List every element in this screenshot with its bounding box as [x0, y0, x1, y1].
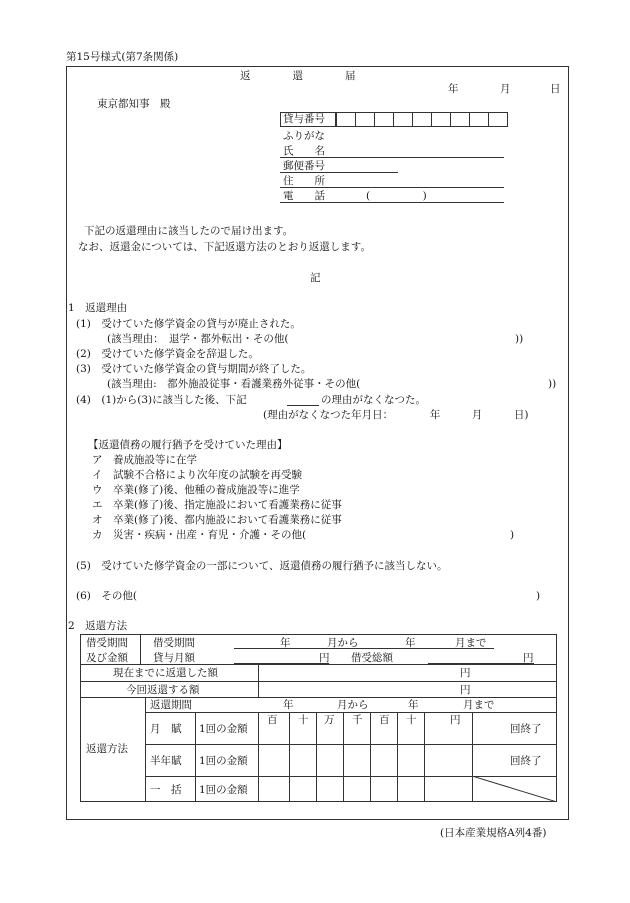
phone-line[interactable] — [280, 202, 504, 203]
monthly-amount-label: 貸与月額 — [153, 652, 195, 664]
reason-4-a: (4) (1)から(3)に該当した後、下記 — [76, 394, 247, 406]
postal-line[interactable] — [280, 172, 398, 173]
loan-to-month: 月まで — [455, 637, 487, 649]
reason-2: (2) 受けていた修学資金を辞退した。 — [76, 348, 259, 360]
digit-thousand: 千 — [352, 714, 363, 726]
reason-6-close: ) — [536, 590, 541, 602]
loan-number-label: 貸与番号 — [283, 113, 325, 125]
grace-e: エ 卒業(修了)後、指定施設において看護業務に従事 — [92, 499, 342, 511]
semiannual-label: 半年賦 — [150, 755, 182, 767]
lump-label: 一 括 — [150, 784, 182, 796]
footer-standard: (日本産業規格A列4番) — [440, 827, 547, 839]
returned-so-far-yen: 円 — [460, 667, 471, 679]
furigana-label: ふりがな — [283, 130, 325, 142]
monthly-amount-line[interactable] — [234, 663, 329, 664]
loan-from-month: 月から — [327, 637, 359, 649]
repay-from-year: 年 — [283, 699, 294, 711]
date-year-label: 年 — [448, 83, 459, 95]
reason-1: (1) 受けていた修学資金の貸与が廃止された。 — [76, 318, 301, 330]
reason-4-detail: (理由がなくなつた年月日： 年 月 日) — [263, 409, 529, 421]
reason-6: (6) その他( — [76, 590, 137, 602]
this-time-yen: 円 — [460, 684, 471, 696]
date-day-label: 日 — [550, 83, 561, 95]
postal-label: 郵便番号 — [283, 160, 325, 172]
total-amount-label: 借受総額 — [351, 652, 393, 664]
grace-a: ア 養成施設等に在学 — [92, 454, 197, 466]
loan-number-boxes[interactable] — [336, 112, 508, 127]
grace-u: ウ 卒業(修了)後、他種の養成施設等に進学 — [92, 484, 300, 496]
loan-to-year: 年 — [405, 637, 416, 649]
loan-from-year: 年 — [280, 637, 291, 649]
digit-ten-man: 十 — [298, 714, 309, 726]
reason-3: (3) 受けていた修学資金の貸与期間が終了した。 — [76, 363, 312, 375]
reason-3-close: )) — [548, 378, 557, 390]
semiannual-end: 回終了 — [510, 755, 542, 767]
date-month-label: 月 — [500, 83, 511, 95]
address-line[interactable] — [280, 187, 504, 188]
returned-so-far-label: 現在までに返還した額 — [113, 667, 218, 679]
loan-period-line[interactable] — [234, 648, 494, 649]
grace-i: イ 試験不合格により次年度の試験を再受験 — [92, 469, 302, 481]
repay-to-year: 年 — [408, 699, 419, 711]
loan-period-amount-label-2: 及び金額 — [86, 652, 128, 664]
digit-yen: 円 — [450, 714, 461, 726]
phone-paren: ( ) — [366, 190, 427, 202]
name-label: 氏 名 — [283, 145, 325, 157]
form-number: 第15号様式(第7条関係) — [66, 51, 179, 63]
total-amount-yen: 円 — [523, 652, 534, 664]
digit-ten: 十 — [406, 714, 417, 726]
monthly-end: 回終了 — [510, 723, 542, 735]
reason-3-detail: (該当理由: 都外施設従事・看護業務外従事・その他( — [107, 378, 361, 390]
semiannual-per-amount: 1回の金額 — [199, 755, 248, 767]
reason-1-close: )) — [515, 333, 524, 345]
form-title: 返 還 届 — [240, 70, 356, 82]
loan-period-amount-label-1: 借受期間 — [86, 637, 128, 649]
digit-hundred: 百 — [379, 714, 390, 726]
monthly-amount-yen: 円 — [319, 652, 330, 664]
lump-diagonal — [472, 776, 557, 802]
total-amount-line[interactable] — [428, 663, 534, 664]
grace-ka: カ 災害・疾病・出産・育児・介護・その他( — [92, 529, 307, 541]
this-time-label: 今回返還する額 — [126, 684, 200, 696]
loan-period-label: 借受期間 — [153, 637, 195, 649]
addressee: 東京都知事 殿 — [97, 98, 171, 110]
phone-label: 電 話 — [283, 190, 325, 202]
reason-5: (5) 受けていた修学資金の一部について、返還債務の履行猶予に該当しない。 — [76, 560, 448, 572]
repay-period-label: 返還期間 — [150, 699, 192, 711]
section2-title: 2 返還方法 — [68, 620, 128, 632]
ki-label: 記 — [310, 272, 321, 284]
digit-man: 万 — [324, 714, 335, 726]
grace-ka-close: ) — [510, 529, 515, 541]
name-line[interactable] — [280, 157, 504, 158]
grace-title: 【返還債務の履行猶予を受けていた理由】 — [88, 439, 288, 451]
loan-number-label-box — [280, 112, 336, 127]
section1-title: 1 返還理由 — [68, 302, 128, 314]
monthly-label: 月 賦 — [150, 723, 182, 735]
intro-line-2: なお、返還金については、下記返還方法のとおり返還します。 — [78, 241, 371, 253]
reason-4-blank[interactable] — [287, 405, 319, 406]
digit-hundred-man: 百 — [267, 714, 278, 726]
grace-o: オ 卒業(修了)後、都内施設において看護業務に従事 — [92, 514, 342, 526]
repay-to-month: 月まで — [463, 699, 495, 711]
monthly-per-amount: 1回の金額 — [199, 723, 248, 735]
address-label: 住 所 — [283, 175, 325, 187]
reason-4-b: の理由がなくなつた。 — [321, 394, 426, 406]
reason-1-detail: (該当理由： 退学・都外転出・その他( — [107, 333, 289, 345]
intro-line-1: 下記の返還理由に該当したので届け出ます。 — [84, 225, 294, 237]
method-label: 返還方法 — [86, 743, 128, 755]
lump-per-amount: 1回の金額 — [199, 784, 248, 796]
repay-from-month: 月から — [337, 699, 369, 711]
